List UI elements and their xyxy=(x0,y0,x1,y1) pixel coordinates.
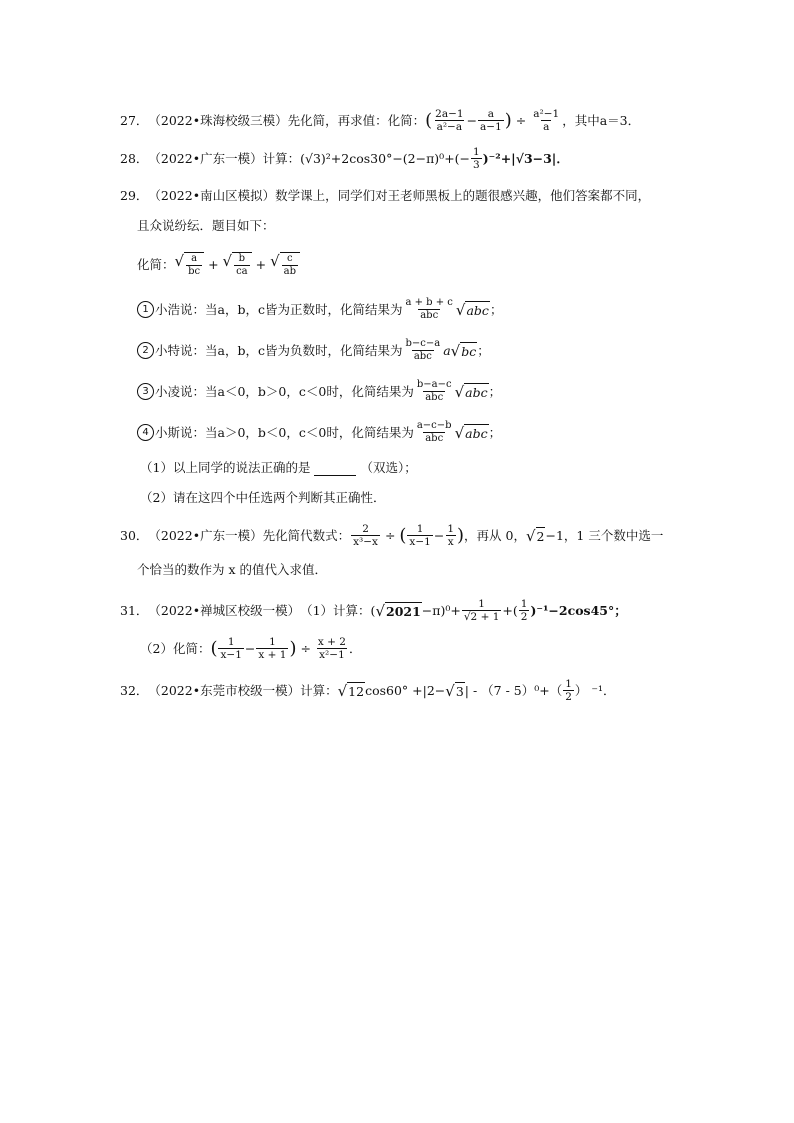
option-text: 小斯说：当a＞0，b＜0，c＜0时，化简结果为 xyxy=(155,424,414,440)
fraction: $\frac{b-c-a}{\text{abc}}$ xyxy=(405,338,441,362)
question-number: 27． xyxy=(120,112,149,128)
radical: √ abc xyxy=(454,423,488,442)
sub-question-text: （2）化简： xyxy=(140,640,211,656)
question-text: （1）计算： xyxy=(300,602,371,618)
fraction: $\frac{1}{2}$ xyxy=(565,678,572,703)
circled-number: 2 xyxy=(137,342,154,359)
option-1: 1 小浩说：当a，b，c皆为正数时，化简结果为 $\frac{a + b + c}{\text{abc}}$ √ abc ； xyxy=(137,297,502,322)
question-number: 32． xyxy=(120,682,149,698)
question-source: （2022•珠海校级三模） xyxy=(148,112,288,128)
question-number: 28． xyxy=(120,150,149,166)
radical: √ $\frac{c}{ab}$ xyxy=(270,252,300,278)
circled-number: 1 xyxy=(137,301,154,318)
math-expression: | - （7 - 5）⁰+（ xyxy=(464,682,563,698)
fraction: $\frac{a + b + c}{\text{abc}}$ xyxy=(405,297,453,321)
question-29-line2 xyxy=(137,216,275,236)
question-source: （2022•东莞市校级一模） xyxy=(148,682,301,698)
simplify-label: 化简： xyxy=(137,257,175,272)
radical: √ 2 xyxy=(525,526,545,545)
question-text: 个恰当的数作为 x 的值代入求值． xyxy=(137,562,327,577)
radical: √ $\frac{a}{bc}$ xyxy=(175,252,205,278)
option-2: 2 小特说：当a，b，c皆为负数时，化简结果为 $\frac{b-c-a}{\text{abc}}$ a √ bc ； xyxy=(137,338,490,363)
question-tail: ，其中a＝3． xyxy=(562,112,641,128)
radical: √ abc xyxy=(455,300,489,319)
fraction: $\frac{1}{x + 1}$ xyxy=(258,636,287,661)
math-expression: )⁻¹−2cos45°； xyxy=(530,602,627,618)
math-expression: −π)⁰+ xyxy=(421,602,461,618)
fraction: $\frac{1}{x}$ xyxy=(447,523,454,548)
circled-number: 3 xyxy=(137,383,154,400)
fraction: $\frac{a-c-b}{\text{abc}}$ xyxy=(416,420,452,444)
question-number: 30． xyxy=(120,527,149,543)
radical: √ abc xyxy=(454,382,488,401)
radical: √ 3 xyxy=(445,681,464,700)
option-4: 4 小斯说：当a＞0，b＜0，c＜0时，化简结果为 $\frac{a-c-b}{\text{abc}}$ √ abc ； xyxy=(137,420,501,445)
question-31-sub2: （2）化简： ( $\frac{1}{x-1}$ − $\frac{1}{x + 1}$ ) ÷ $\frac{x + 2}{\text{x²−1}}$ ． xyxy=(140,636,362,661)
fraction: $\frac{1}{2}$ xyxy=(520,598,528,623)
math-expression: cos60° +|2− xyxy=(365,682,446,698)
question-source: （2022•南山区模拟） xyxy=(148,188,276,203)
radical: √ bc xyxy=(450,341,477,360)
fraction: $\frac{2a-1}{\text{a²−a}}$ xyxy=(435,108,464,133)
option-text: 小凌说：当a＜0，b＞0，c＜0时，化简结果为 xyxy=(155,383,414,399)
question-source: （2022•广东一模） xyxy=(148,527,263,543)
sub-question-text: （2）请在这四个中任选两个判断其正确性． xyxy=(140,490,386,505)
question-text: 先化简，再求值：化简： xyxy=(287,112,426,128)
sub-question-text: （双选）； xyxy=(360,460,417,475)
option-text: 小浩说：当a，b，c皆为正数时，化简结果为 xyxy=(155,301,403,317)
math-expression: )⁻²+|√3−3|． xyxy=(482,150,569,166)
sub-question-text: （1）以上同学的说法正确的是 xyxy=(140,460,311,475)
question-text: 计算： xyxy=(300,682,338,698)
sub-question-1 xyxy=(140,458,417,478)
fraction: $\frac{2}{\text{x³−x}}$ xyxy=(353,523,378,548)
fraction: $\frac{a}{a-1}$ xyxy=(480,108,502,133)
question-31: 31． （2022•禅城区校级一模） （1）计算： ( √ 2021 −π)⁰+ $\frac{1}{√2 + 1}$ +( $\frac{1}{2}$ )⁻¹−2cos45°； xyxy=(120,598,627,623)
question-29 xyxy=(120,186,650,206)
question-27: 27． （2022•珠海校级三模） 先化简，再求值：化简： ( $\frac{2a-1}{\text{a²−a}}$ − $\frac{a}{a-1}$ ) ÷ $\frac{\text{a²−1}}{a}$ ，其中a＝3． xyxy=(120,108,641,133)
fraction: $\frac{x + 2}{\text{x²−1}}$ xyxy=(317,636,346,661)
fraction: $\frac{b-a-c}{\text{abc}}$ xyxy=(416,379,452,403)
fraction: $\frac{1}{√2 + 1}$ xyxy=(463,598,500,623)
fraction: $\frac{1}{3}$ xyxy=(473,146,480,171)
question-text: 且众说纷纭．题目如下： xyxy=(137,218,275,233)
question-text: 计算： xyxy=(262,150,301,166)
question-text: 数学课上，同学们对王老师黑板上的题很感兴趣，他们答案都不同， xyxy=(275,188,651,203)
question-29-simplify: 化简： √ $\frac{a}{bc}$ + √ $\frac{b}{ca}$ + √ $\frac{c}{ab}$ xyxy=(137,252,300,278)
question-28 xyxy=(120,146,569,171)
option-3: 3 小凌说：当a＜0，b＞0，c＜0时，化简结果为 $\frac{b-a-c}{\text{abc}}$ √ abc ； xyxy=(137,379,501,404)
question-number: 29． xyxy=(120,188,149,203)
fraction: $\frac{\text{a²−1}}{a}$ xyxy=(533,108,560,133)
radical: √ 12 xyxy=(337,681,365,700)
sub-question-2 xyxy=(140,488,385,508)
option-text: 小特说：当a，b，c皆为负数时，化简结果为 xyxy=(155,342,403,358)
question-source: （2022•广东一模） xyxy=(148,150,263,166)
question-text: 先化简代数式： xyxy=(262,527,351,543)
question-30: 30． （2022•广东一模） 先化简代数式： $\frac{2}{\text{x³−x}}$ ÷ ( $\frac{1}{x-1}$ − $\frac{1}{x}$ ) ，再从 0， √ 2 −1，1 三个数中选一 xyxy=(120,523,664,548)
question-number: 31． xyxy=(120,602,149,618)
math-expression: ） ⁻¹． xyxy=(574,682,616,698)
radical: √ 2021 xyxy=(375,601,421,620)
question-30-line2 xyxy=(137,560,327,580)
question-source: （2022•禅城区校级一模） xyxy=(148,602,301,618)
math-expression: (√3)²+2cos30°−(2−π)⁰+(− xyxy=(300,150,471,166)
circled-number: 4 xyxy=(137,424,154,441)
fraction: $\frac{1}{x-1}$ xyxy=(409,523,431,548)
question-text: ，再从 0， xyxy=(464,527,526,543)
answer-blank[interactable] xyxy=(314,461,356,476)
question-text: −1，1 三个数中选一 xyxy=(545,527,664,543)
question-32 xyxy=(120,678,616,703)
fraction: $\frac{1}{x-1}$ xyxy=(220,636,242,661)
radical: √ $\frac{b}{ca}$ xyxy=(223,252,252,278)
